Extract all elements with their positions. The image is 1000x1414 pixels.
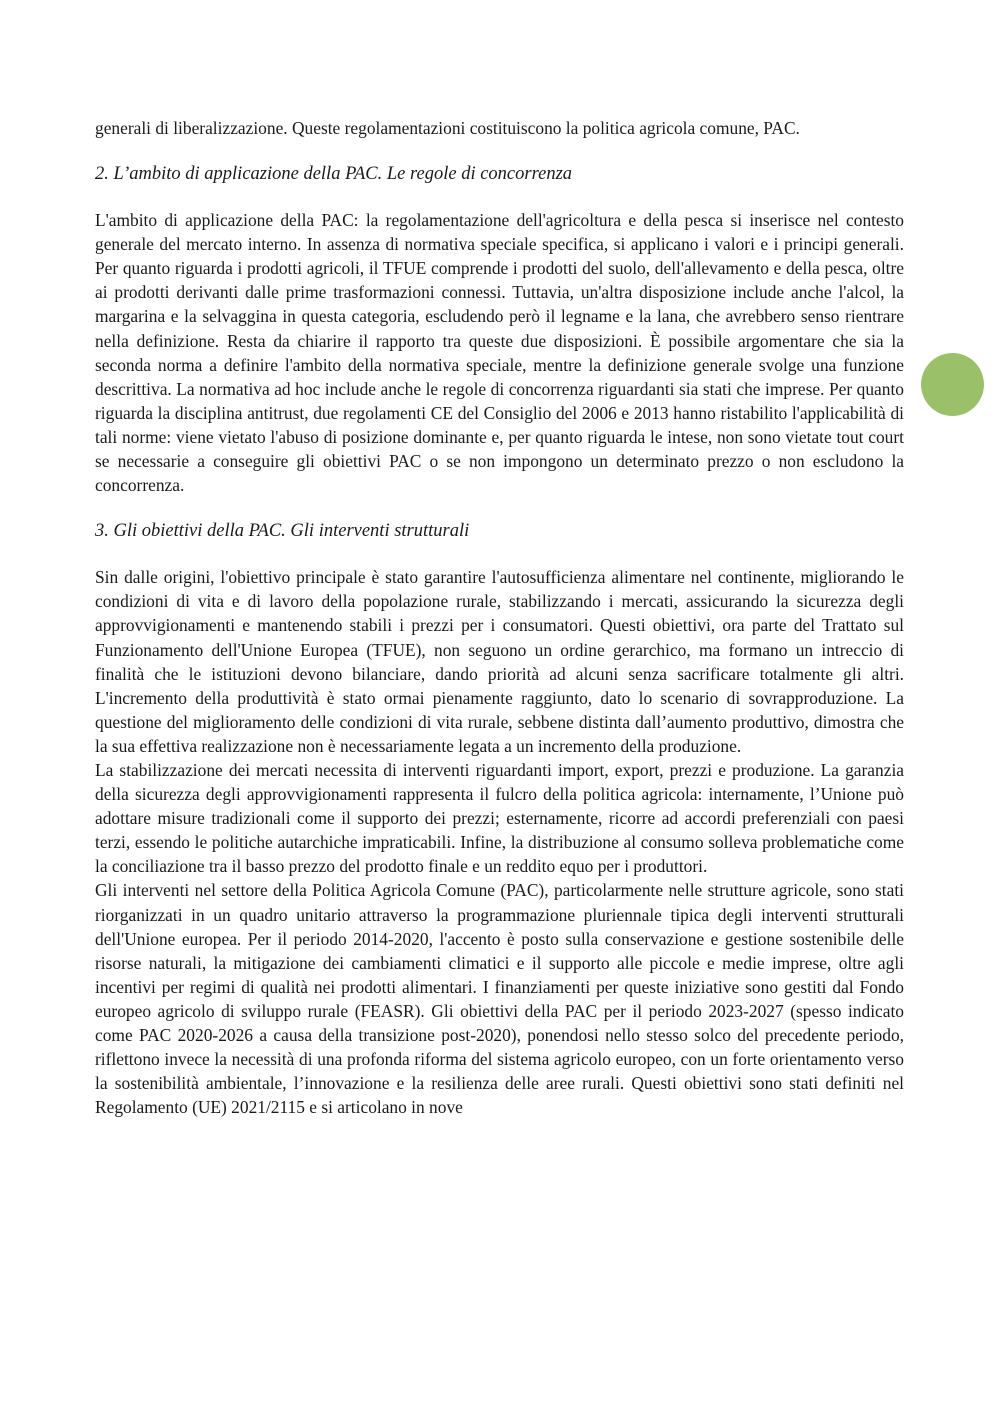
section-3-paragraph-3: Gli interventi nel settore della Politica Agricola Comune (PAC), particolarmente nelle strutture agricole, sono stati riorganizzati in un quadro unitario attraverso la programmazione pluriennale tipica degli interventi strutturali dell'Unione europea. Per il periodo 2014-2020, l'accento è posto sulla conservazione e gestione sostenibile delle risorse naturali, la mitigazione dei cambiamenti climatici e il supporto alle piccole e medie imprese, oltre agli incentivi per regimi di qualità nei prodotti alimentari. I finanziamenti per queste iniziative sono gestiti dal Fondo europeo agricolo di sviluppo rurale (FEASR). Gli obiettivi della PAC per il periodo 2023-2027 (spesso indicato come PAC 2020-2026 a causa della transizione post-2020), ponendosi nello stesso solco del precedente periodo, riflettono invece la necessità di una profonda riforma del sistema agricolo europeo, con un forte orientamento verso la sostenibilità ambientale, l’innovazione e la resilienza delle aree rurali. Questi obiettivi sono stati definiti nel Regolamento (UE) 2021/2115 e si articolano in nove [95,880,904,1118]
intro-paragraph: generali di liberalizzazione. Queste regolamentazioni costituiscono la politica agricola comune, PAC. [95,118,800,138]
section-2-paragraph: L'ambito di applicazione della PAC: la regolamentazione dell'agricoltura e della pesca si inserisce nel contesto generale del mercato interno. In assenza di normativa speciale specifica, si applicano i valori e i principi generali. Per quanto riguarda i prodotti agricoli, il TFUE comprende i prodotti del suolo, dell'allevamento e della pesca, oltre ai prodotti derivanti dalle prime trasformazioni connessi. Tuttavia, un'altra disposizione include anche l'alcol, la margarina e la selvaggina in questa categoria, escludendo però il legname e la lana, che avrebbero senso rientrare nella definizione. Resta da chiarire il rapporto tra queste due disposizioni. È possibile argomentare che sia la seconda norma a definire l'ambito della normativa speciale, mentre la definizione generale svolge una funzione descrittiva. La normativa ad hoc include anche le regole di concorrenza riguardanti sia stati che imprese. Per quanto riguarda la disciplina antitrust, due regolamenti CE del Consiglio del 2006 e 2013 hanno ristabilito l'applicabilità di tali norme: viene vietato l'abuso di posizione dominante e, per quanto riguarda le intese, non sono vietate tout court se necessarie a conseguire gli obiettivi PAC o se non impongono un determinato prezzo o non escludono la concorrenza. [95,210,904,496]
section-3-paragraph-1: Sin dalle origini, l'obiettivo principale è stato garantire l'autosufficienza alimentare nel continente, migliorando le condizioni di vita e di lavoro della popolazione rurale, stabilizzando i mercati, assicurando la sicurezza degli approvvigionamenti e mantenendo stabili i prezzi per i consumatori. Questi obiettivi, ora parte del Trattato sul Funzionamento dell'Unione Europea (TFUE), non seguono un ordine gerarchico, ma formano un intreccio di finalità che le istituzioni devono bilanciare, dando priorità ad alcuni senza sacrificare totalmente gli altri. L'incremento della produttività è stato ormai pienamente raggiunto, dato lo scenario di sovrapproduzione. La questione del miglioramento delle condizioni di vita rurale, sebbene distinta dall’aumento produttivo, dimostra che la sua effettiva realizzazione non è necessariamente legata a un incremento della produzione. [95,567,904,756]
section-2-heading: 2. L’ambito di applicazione della PAC. Le regole di concorrenza [95,164,573,185]
section-3-heading: 3. Gli obiettivi della PAC. Gli interventi strutturali [95,521,470,542]
decorative-green-circle [921,353,984,416]
section-3-paragraph-2: La stabilizzazione dei mercati necessita di interventi riguardanti import, export, prezzi e produzione. La garanzia della sicurezza degli approvvigionamenti rappresenta il fulcro della politica agricola: internamente, l’Unione può adottare misure tradizionali come il supporto dei prezzi; esternamente, ricorre ad accordi preferenziali con paesi terzi, essendo le politiche autarchiche impraticabili. Infine, la distribuzione al consumo solleva problematiche come la conciliazione tra il basso prezzo del prodotto finale e un reddito equo per i produttori. [95,759,904,877]
document-page [95,116,904,1119]
